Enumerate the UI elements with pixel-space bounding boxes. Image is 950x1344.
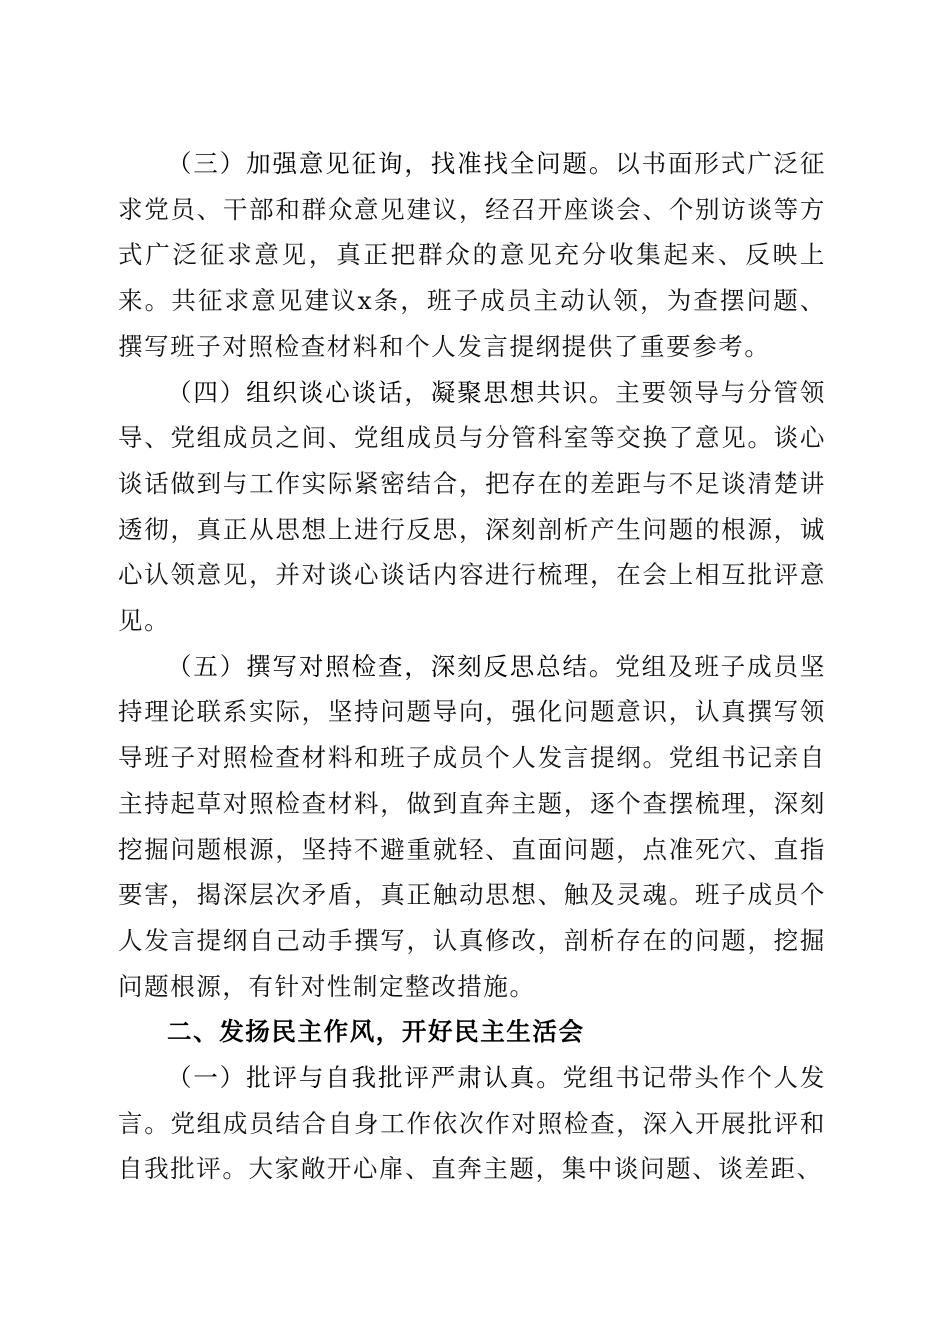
paragraph-text: 党组书记带头作个人发言。党组成员结合自身工作依次作对照检查，深入开展批评和自我批评。大家敞开心扉、直奔主题，集中谈问题、谈差距、 [118,1063,826,1184]
paragraph-lead: （五）撰写对照检查，深刻反思总结。 [167,651,616,681]
paragraph-3-solicit-opinions [118,141,826,370]
paragraph-text: 主要领导与分管领导、党组成员之间、党组成员与分管科室等交换了意见。谈心谈话做到与工作实际紧密结合，把存在的差距与不足谈清楚讲透彻，真正从思想上进行反思，深刻剖析产生问题的根源，诚心认领意见，并对谈心谈话内容进行梳理，在会上相互批评意见。 [118,377,826,636]
paragraph-lead: （三）加强意见征询，找准找全问题。 [167,149,616,178]
paragraph-text: 以书面形式广泛征求党员、干部和群众意见建议，经召开座谈会、个别访谈等方式广泛征求意见，真正把群众的意见充分收集起来、反映上来。共征求意见建议x条，班子成员主动认领，为查摆问题、撰写班子对照检查材料和个人发言提纲提供了重要参考。 [118,149,826,361]
paragraph-text: 党组及班子成员坚持理论联系实际，坚持问题导向，强化问题意识，认真撰写领导班子对照检查材料和班子成员个人发言提纲。党组书记亲自主持起草对照检查材料，做到直奔主题，逐个查摆梳理，深刻挖掘问题根源，坚持不避重就轻、直面问题，点准死穴、直指要害，揭深层次矛盾，真正触动思想、触及灵魂。班子成员个人发言提纲自己动手撰写，认真修改，剖析存在的问题，挖掘问题根源，有针对性制定整改措施。 [118,651,826,1001]
paragraph-5-self-examination [118,644,826,1010]
paragraph-4-heart-to-heart-talks [118,370,826,644]
section-heading: 二、发扬民主作风，开好民主生活会 [167,1017,585,1047]
paragraph-lead: （一）批评与自我批评严肃认真。 [167,1063,563,1093]
paragraph-lead: （四）组织谈心谈话，凝聚思想共识。 [167,377,616,407]
document-body [118,141,826,1192]
paragraph-criticism-self-criticism [118,1055,826,1192]
